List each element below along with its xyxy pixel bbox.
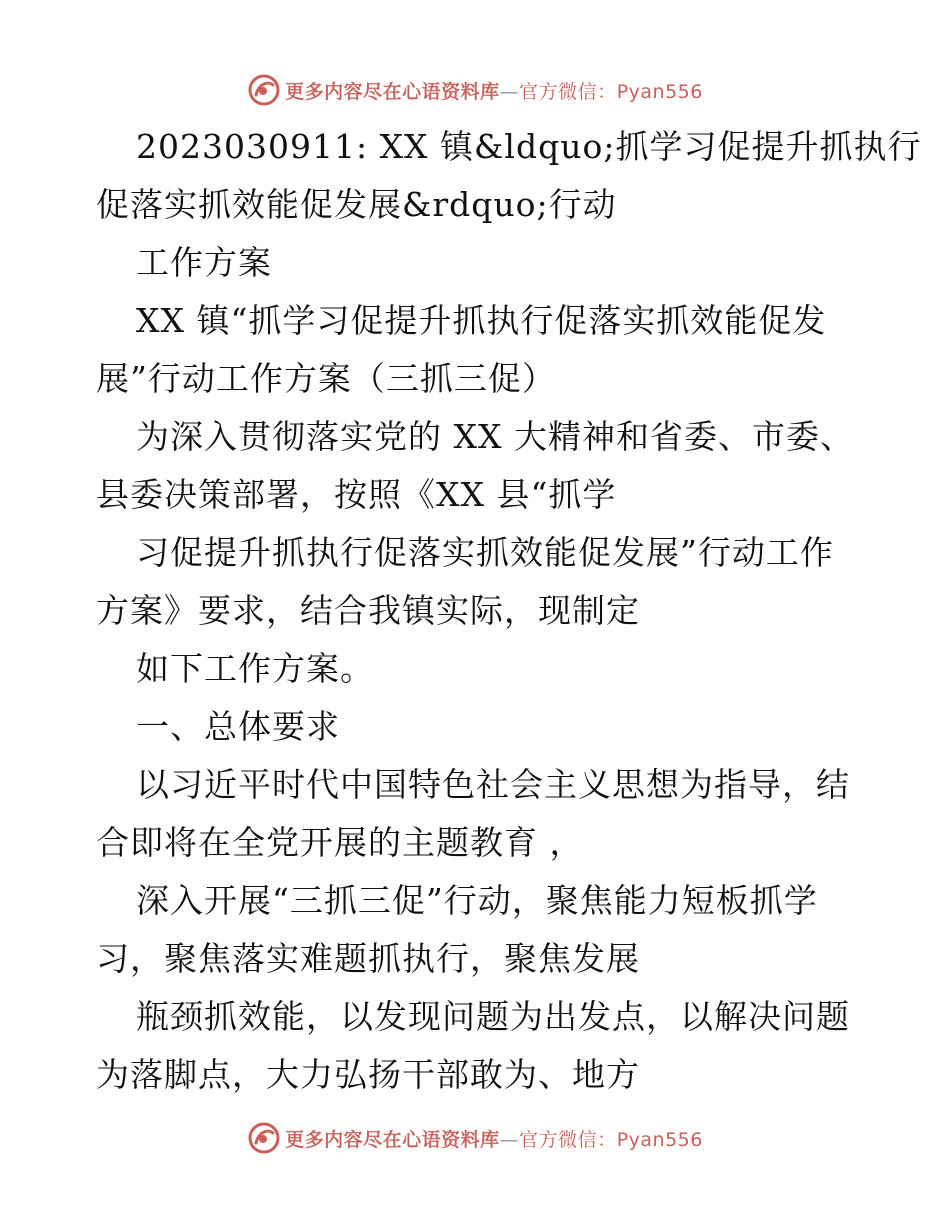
text-line: 习，聚焦落实难题抓执行，聚焦发展 bbox=[96, 939, 640, 978]
document-body bbox=[96, 118, 922, 1104]
banner-text: 更多内容尽在心语资料库—官方微信：Pyan556 bbox=[285, 80, 703, 103]
banner-text: 更多内容尽在心语资料库—官方微信：Pyan556 bbox=[285, 1128, 703, 1151]
text-line: 促落实抓效能促发展&rdquo;行动 bbox=[96, 185, 617, 224]
text-line: 为深入贯彻落实党的 XX 大精神和省委、市委、 bbox=[136, 417, 854, 456]
text-line: 合即将在全党开展的主题教育 ， bbox=[96, 823, 584, 862]
text-line: 县委决策部署，按照《XX 县“抓学 bbox=[96, 475, 617, 514]
text-line: 工作方案 bbox=[136, 243, 272, 282]
text-line: XX 镇“抓学习促提升抓执行促落实抓效能促发 bbox=[136, 301, 827, 340]
footer-banner bbox=[0, 1118, 950, 1158]
text-line: 深入开展“三抓三促”行动，聚焦能力短板抓学 bbox=[136, 881, 818, 920]
text-line: 习促提升抓执行促落实抓效能促发展”行动工作 bbox=[136, 533, 834, 572]
swirl-logo-icon bbox=[247, 1121, 281, 1155]
text-line: 展”行动工作方案（三抓三促） bbox=[96, 359, 556, 398]
text-line: 为落脚点，大力弘扬干部敢为、地方 bbox=[96, 1055, 640, 1094]
text-line: 如下工作方案。 bbox=[136, 649, 374, 688]
header-banner bbox=[0, 70, 950, 110]
text-line: 瓶颈抓效能，以发现问题为出发点，以解决问题 bbox=[136, 997, 850, 1036]
text-line: 方案》要求，结合我镇实际，现制定 bbox=[96, 591, 640, 630]
swirl-logo-icon bbox=[247, 73, 281, 107]
text-line: 以习近平时代中国特色社会主义思想为指导，结 bbox=[136, 765, 850, 804]
text-line: 2023030911: XX 镇&ldquo;抓学习促提升抓执行 bbox=[136, 127, 922, 166]
section-heading: 一、总体要求 bbox=[136, 707, 340, 746]
